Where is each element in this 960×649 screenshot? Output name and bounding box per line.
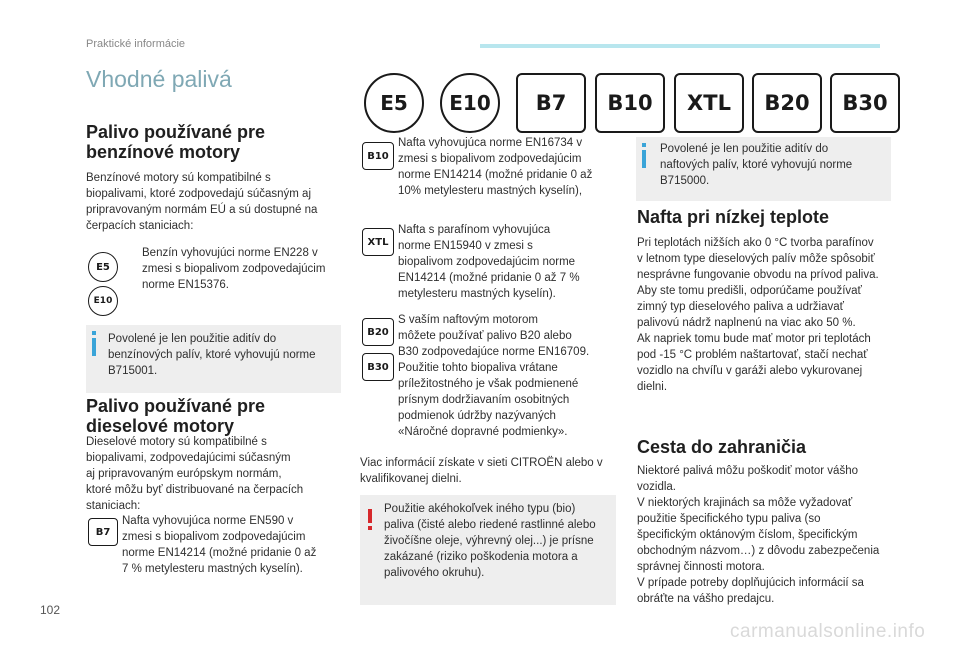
b20-description (398, 312, 613, 440)
b20-line: prísnym dodržiavaním osobitných (398, 394, 570, 406)
diesel-intro-line: aj pripravovaným európskym normám, (86, 468, 282, 480)
petrol-heading-line2: benzínové motory (86, 142, 241, 162)
b7-line: 7 % metylesteru mastných kyselín). (122, 563, 303, 575)
abroad-line: obchodným názvom…) z dôvodu zabezpečenia (637, 545, 880, 557)
abroad-line: V prípade potreby doplňujúcich informácií sa (637, 577, 864, 589)
fuel-badge-b30: B30 (830, 73, 900, 133)
abroad-line: obráťte na vášho predajcu. (637, 593, 775, 605)
b20-line: príležitostného je však podmienené (398, 378, 579, 390)
fuel-badge-e5: E5 (364, 73, 424, 133)
diesel-info-line: naftových palív, ktoré vyhovujú norme (660, 159, 853, 171)
info-icon-bar (642, 150, 646, 168)
b10-line: zmesi s biopalivom zodpovedajúcim (398, 153, 582, 165)
page-number: 102 (40, 603, 61, 617)
diesel-info-line: Povolené je len použitie aditív do (660, 143, 829, 155)
petrol-intro-line: biopalivami, ktoré zodpovedajú súčasným aj (86, 188, 312, 200)
petrol-intro (86, 170, 346, 234)
warning-box (360, 495, 616, 605)
xtl-line: Nafta s parafínom vyhovujúca (398, 224, 551, 236)
page-title: Vhodné palivá (86, 66, 232, 92)
abroad-line: špecifickým oktánovým číslom, špecifickým (637, 529, 858, 541)
warning-icon-dot (368, 526, 372, 530)
petrol-intro-line: pripravovaným normám EÚ a sú dostupné na (86, 204, 318, 216)
diesel-heading-line2: dieselové motory (86, 416, 235, 436)
warning-line: Použitie akéhokoľvek iného typu (bio) (384, 503, 576, 515)
b10-line: 10% metylesteru mastných kyselín), (398, 185, 583, 197)
diesel-heading-line1: Palivo používané pre (86, 396, 266, 416)
xtl-line: norme EN15940 v zmesi s (398, 240, 533, 252)
section-label: Praktické informácie (86, 38, 186, 50)
fuel-badge-xtl: XTL (674, 73, 744, 133)
low-temp-line: zimný typ dieselového paliva a udržiavať (637, 301, 844, 313)
b7-line: norme EN14214 (možné pridanie 0 až (122, 547, 317, 559)
low-temp-line: dielni. (637, 381, 668, 393)
b10-description (398, 135, 608, 199)
warning-line: živočíšne oleje, výhrevný olej...) je prísne (384, 535, 594, 547)
low-temp-text (637, 235, 899, 395)
b10-line: norme EN14214 (možné pridanie 0 až (398, 169, 593, 181)
b7-line: zmesi s biopalivom zodpovedajúcim (122, 531, 306, 543)
more-info-line: Viac informácií získate v sieti CITROËN alebo v (360, 457, 603, 469)
b7-description (122, 513, 332, 577)
info-icon (92, 331, 96, 335)
diesel-info-box (636, 137, 891, 201)
b20-line: B30 zodpovedajúce norme EN16709. (398, 346, 590, 358)
diesel-info-text (660, 141, 888, 189)
abroad-line: V niektorých krajinách sa môže vyžadovať (637, 497, 853, 509)
b20-line: S vaším naftovým motorom (398, 314, 538, 326)
more-info-line: kvalifikovanej dielni. (360, 473, 462, 485)
watermark: carmanualsonline.info (730, 621, 926, 642)
petrol-info-text (108, 331, 338, 379)
xtl-line: EN14214 (možné pridanie 0 až 7 % (398, 272, 580, 284)
warning-line: paliva (čisté alebo riedené rastlinné alebo (384, 519, 596, 531)
abroad-text (637, 463, 899, 607)
abroad-line: vozidla. (637, 481, 676, 493)
xtl-line: metylesteru mastných kyselín). (398, 288, 556, 300)
warning-text (384, 501, 614, 581)
fuel-badge-b7-small: B7 (88, 518, 118, 546)
petrol-heading-line1: Palivo používané pre (86, 122, 266, 142)
abroad-heading: Cesta do zahraničia (637, 437, 807, 457)
fuel-badge-e10: E10 (440, 73, 500, 133)
b7-line: Nafta vyhovujúca norme EN590 v (122, 515, 294, 527)
diesel-intro-line: ktoré môžu byť distribuované na čerpacích (86, 484, 304, 496)
more-info-text (360, 455, 620, 487)
diesel-intro-line: biopalivami, zodpovedajúcimi súčasným (86, 452, 291, 464)
diesel-intro-line: Dieselové motory sú kompatibilné s (86, 436, 267, 448)
warning-icon (368, 509, 372, 523)
e5-line: Benzín vyhovujúci norme EN228 v (142, 247, 318, 259)
low-temp-line: Aby ste tomu predišli, odporúčame používať (637, 285, 862, 297)
fuel-badge-b10: B10 (595, 73, 665, 133)
petrol-info-line: B715001. (108, 365, 158, 377)
b20-line: «Náročné dopravné podmienky». (398, 426, 568, 438)
info-icon-bar (92, 338, 96, 356)
petrol-intro-line: čerpacích staniciach: (86, 220, 194, 232)
xtl-line: biopalivom zodpovedajúcim norme (398, 256, 576, 268)
abroad-line: použitie špecifického typu paliva (so (637, 513, 821, 525)
b20-line: Použitie tohto biopaliva vrátane (398, 362, 558, 374)
fuel-badge-b20: B20 (752, 73, 822, 133)
petrol-info-line: Povolené je len použitie aditív do (108, 333, 277, 345)
low-temp-line: v letnom type dieselových palív môže spôsobiť (637, 253, 875, 265)
warning-line: zakázané (riziko poškodenia motora a (384, 551, 578, 563)
fuel-badge-b30-small: B30 (362, 353, 394, 381)
fuel-badge-xtl-small: XTL (362, 228, 394, 256)
fuel-badge-b10-small: B10 (362, 142, 394, 170)
fuel-badge-e5-small: E5 (88, 252, 118, 282)
diesel-intro-line: staniciach: (86, 500, 141, 512)
low-temp-line: pod -15 °C problém naštartovať, stačí nechať (637, 349, 868, 361)
low-temp-heading: Nafta pri nízkej teplote (637, 207, 830, 227)
fuel-badge-b20-small: B20 (362, 318, 394, 346)
warning-line: palivového okruhu). (384, 567, 485, 579)
abroad-line: Niektoré palivá môžu poškodiť motor vášho (637, 465, 858, 477)
low-temp-line: vozidlo na chvíľu v garáži alebo vykurovanej (637, 365, 863, 377)
info-icon (642, 143, 646, 147)
petrol-heading (86, 122, 265, 162)
diesel-heading (86, 396, 265, 436)
petrol-intro-line: Benzínové motory sú kompatibilné s (86, 172, 271, 184)
e5-line: zmesi s biopalivom zodpovedajúcim (142, 263, 326, 275)
e5-description (142, 245, 342, 293)
b10-line: Nafta vyhovujúca norme EN16734 v (398, 137, 583, 149)
diesel-intro (86, 434, 346, 514)
low-temp-line: Pri teplotách nižších ako 0 °C tvorba parafínov (637, 237, 874, 249)
abroad-line: správnej činnosti motora. (637, 561, 765, 573)
b20-line: podmienok údržby nazývaných (398, 410, 556, 422)
fuel-badge-e10-small: E10 (88, 286, 118, 316)
xtl-description (398, 222, 608, 302)
petrol-info-line: benzínových palív, ktoré vyhovujú norme (108, 349, 316, 361)
b20-line: môžete používať palivo B20 alebo (398, 330, 572, 342)
section-accent-bar (480, 44, 880, 48)
fuel-badge-b7: B7 (516, 73, 586, 133)
e5-line: norme EN15376. (142, 279, 229, 291)
petrol-info-box (86, 325, 341, 393)
diesel-info-line: B715000. (660, 175, 710, 187)
low-temp-line: Ak napriek tomu bude mať motor pri teplotách (637, 333, 871, 345)
low-temp-line: palivovú nádrž naplnenú na viac ako 50 %. (637, 317, 856, 329)
low-temp-line: nesprávne fungovanie obvodu na prívod paliva. (637, 269, 879, 281)
